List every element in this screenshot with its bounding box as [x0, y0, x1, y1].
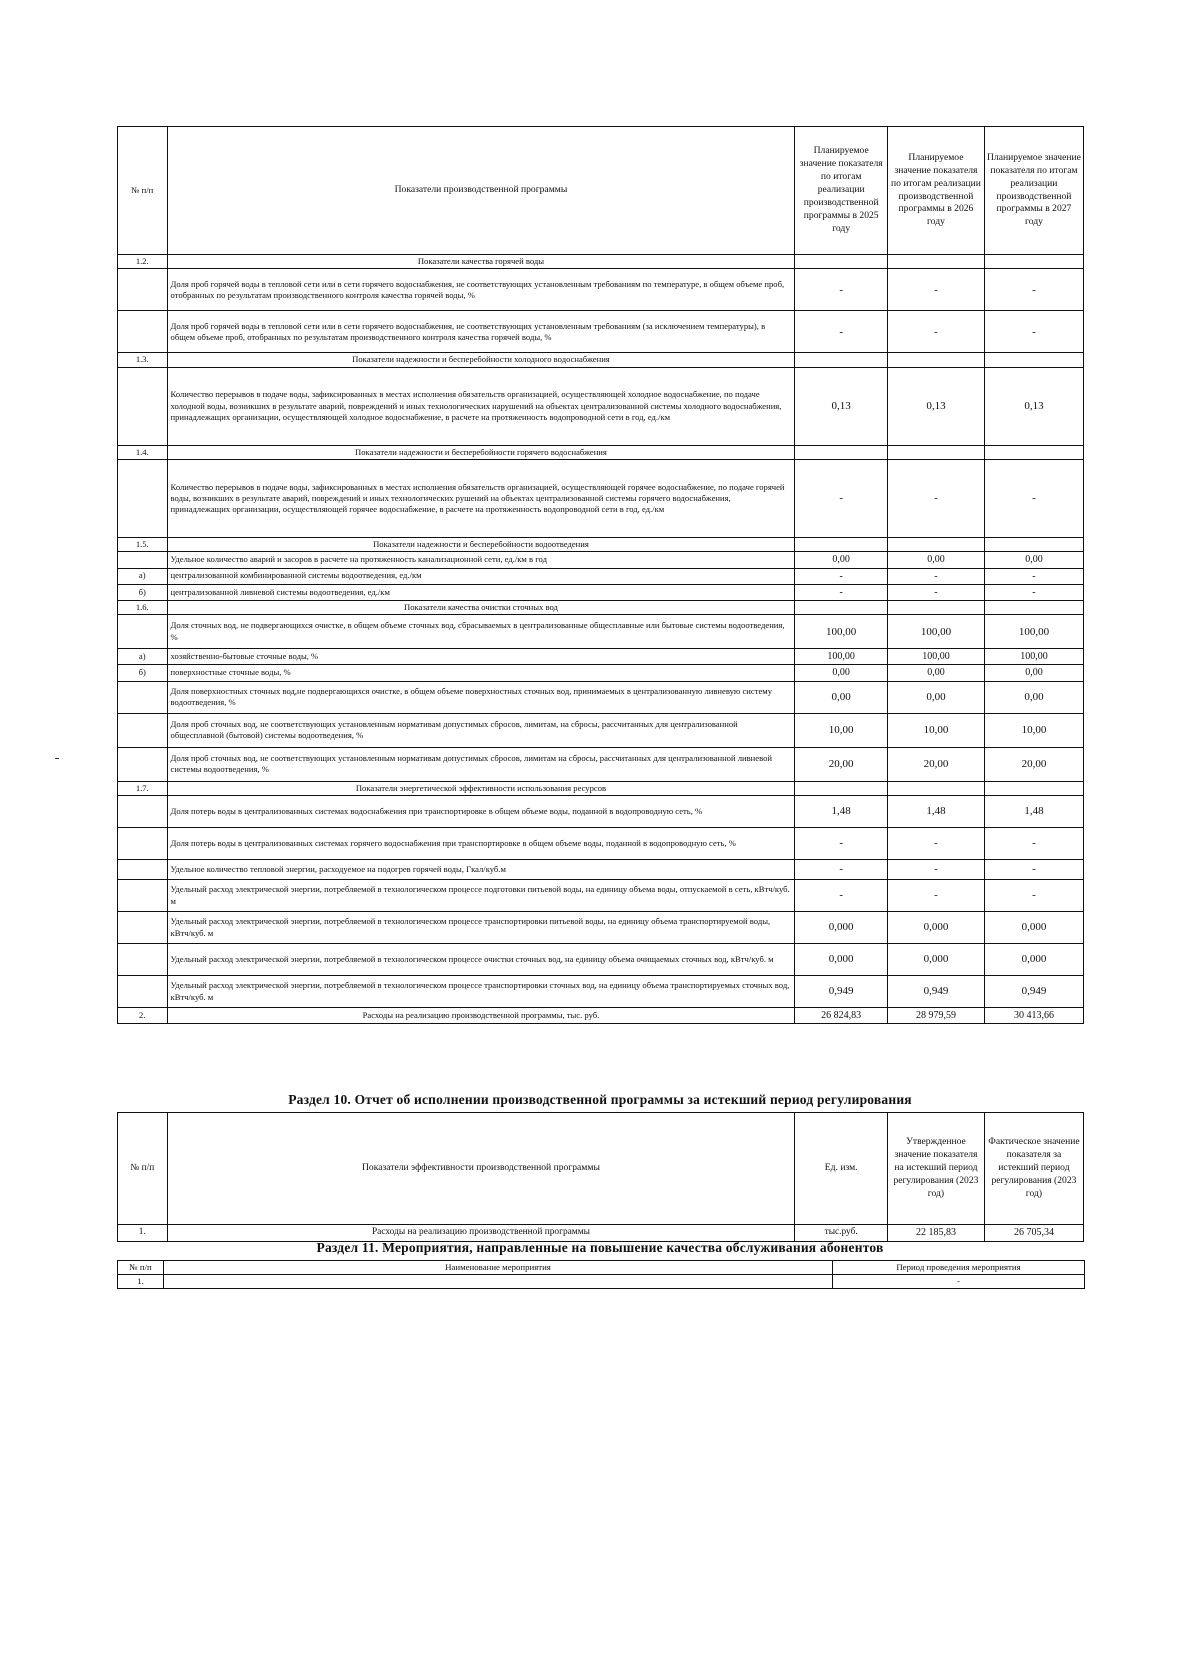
empty-cell	[984, 538, 1083, 552]
value-2027: 100,00	[984, 649, 1083, 665]
row-number	[118, 828, 168, 860]
section-10-title: Раздел 10. Отчет об исполнении производственной программы за истекший период регулирования	[288, 1092, 912, 1107]
table-row	[118, 828, 1084, 860]
row-number	[118, 912, 168, 944]
value-2025: 0,00	[795, 681, 888, 713]
row-number: б)	[118, 584, 168, 600]
value-2025: -	[795, 568, 888, 584]
section-row	[118, 353, 1084, 367]
value-2027: 0,13	[984, 367, 1083, 445]
value-2026: 0,000	[887, 944, 984, 976]
value-2026: -	[887, 568, 984, 584]
measures-header-num: № п/п	[118, 1261, 164, 1275]
empty-cell	[887, 255, 984, 269]
empty-cell	[984, 600, 1083, 614]
measures-row-period: -	[833, 1275, 1085, 1289]
value-2027: 0,00	[984, 665, 1083, 681]
row-number: 2.	[118, 1008, 168, 1024]
section-title: Показатели надежности и бесперебойности горячего водоснабжения	[167, 445, 795, 459]
row-number	[118, 552, 168, 568]
value-2027: 20,00	[984, 747, 1083, 781]
production-program-table-body	[118, 127, 1084, 1024]
section-title: Показатели качества горячей воды	[167, 255, 795, 269]
value-2027: -	[984, 269, 1083, 311]
indicator-text: Расходы на реализацию производственной программы, тыс. руб.	[167, 1008, 795, 1024]
value-2026: -	[887, 311, 984, 353]
row-number: а)	[118, 649, 168, 665]
row-number	[118, 269, 168, 311]
value-2027: 0,00	[984, 552, 1083, 568]
empty-cell	[887, 445, 984, 459]
empty-cell	[795, 600, 888, 614]
production-program-table	[117, 126, 1084, 1024]
table-row	[118, 367, 1084, 445]
value-2026: 0,000	[887, 912, 984, 944]
empty-cell	[795, 353, 888, 367]
measures-row	[118, 1275, 1085, 1289]
indicator-text: Доля поверхностных сточных вод,не подвергающихся очистке, в общем объеме поверхностных сточных вод, принимаемых в централизованную ливневую систему водоотведения, %	[167, 681, 795, 713]
indicator-text: Доля проб сточных вод, не соответствующих установленным нормативам допустимых сбросов, лимитам, на сбросы, рассчитанных для централизованной общесплавной (бытовой) системы водоотведения, %	[167, 713, 795, 747]
row-number	[118, 747, 168, 781]
value-2025: -	[795, 860, 888, 880]
value-2025: -	[795, 460, 888, 538]
row-number	[118, 860, 168, 880]
value-2027: 30 413,66	[984, 1008, 1083, 1024]
value-2025: 100,00	[795, 615, 888, 649]
value-2027: -	[984, 828, 1083, 860]
value-2026: -	[887, 828, 984, 860]
value-2026: -	[887, 269, 984, 311]
value-2026: -	[887, 584, 984, 600]
empty-cell	[795, 255, 888, 269]
table-row	[118, 269, 1084, 311]
table-row	[118, 944, 1084, 976]
table-row	[118, 860, 1084, 880]
value-2027: -	[984, 584, 1083, 600]
value-2027: -	[984, 311, 1083, 353]
report-table	[117, 1112, 1084, 1242]
report-row-approved: 22 185,83	[887, 1225, 984, 1242]
measures-header-row	[118, 1261, 1085, 1275]
indicator-text: Доля проб горячей воды в тепловой сети или в сети горячего водоснабжения, не соответствующих установленным требованиям по температуре, в общем объеме проб, отобранных по результатам производственного контроля качества горячей воды, %	[167, 269, 795, 311]
report-header-indicator: Показатели эффективности производственной программы	[167, 1113, 795, 1225]
value-2026: 28 979,59	[887, 1008, 984, 1024]
row-number: 1.5.	[118, 538, 168, 552]
value-2027: 100,00	[984, 615, 1083, 649]
section-row	[118, 600, 1084, 614]
indicator-text: Доля потерь воды в централизованных системах горячего водоснабжения при транспортировке в общем объеме воды, поданной в водопроводную сеть, %	[167, 828, 795, 860]
row-number: 1.7.	[118, 781, 168, 795]
table-row	[118, 747, 1084, 781]
indicator-text: хозяйственно-бытовые сточные воды, %	[167, 649, 795, 665]
section-title: Показатели энергетической эффективности использования ресурсов	[167, 781, 795, 795]
indicator-text: Количество перерывов в подаче воды, зафиксированных в местах исполнения обязательств организацией, осуществляющей холодное водоснабжение, по подаче холодной воды, возникших в результате аварий, повреждений и иных технологических нарушений на объектах централизованной системы холодного водоснабжения, принадлежащих организации, осуществляющей холодное водоснабжение, в расчете на протяженность водопроводной сети в год, ед./км	[167, 367, 795, 445]
value-2026: 0,949	[887, 976, 984, 1008]
value-2026: 0,00	[887, 552, 984, 568]
indicator-text: Удельный расход электрической энергии, потребляемой в технологическом процессе транспортировки сточных вод, на единицу объема транспортируемых сточных вод, кВтч/куб. м	[167, 976, 795, 1008]
value-2027: -	[984, 860, 1083, 880]
report-header-unit: Ед. изм.	[795, 1113, 888, 1225]
table-row	[118, 1008, 1084, 1024]
table-row	[118, 615, 1084, 649]
row-number	[118, 311, 168, 353]
value-2025: -	[795, 828, 888, 860]
value-2026: -	[887, 460, 984, 538]
empty-cell	[795, 538, 888, 552]
empty-cell	[887, 353, 984, 367]
value-2025: -	[795, 311, 888, 353]
value-2026: -	[887, 860, 984, 880]
indicator-text: Удельный расход электрической энергии, потребляемой в технологическом процессе подготовки питьевой воды, на единицу объема воды, отпускаемой в сеть, кВтч/куб. м	[167, 880, 795, 912]
value-2025: 26 824,83	[795, 1008, 888, 1024]
value-2027: -	[984, 460, 1083, 538]
value-2026: 0,00	[887, 681, 984, 713]
value-2026: -	[887, 880, 984, 912]
report-header-row	[118, 1113, 1084, 1225]
section-row	[118, 781, 1084, 795]
value-2025: -	[795, 584, 888, 600]
value-2027: 0,00	[984, 681, 1083, 713]
value-2026: 100,00	[887, 649, 984, 665]
row-number: 1.2.	[118, 255, 168, 269]
section-11-title: Раздел 11. Мероприятия, направленные на повышение качества обслуживания абонентов	[316, 1240, 884, 1255]
indicator-text: Удельный расход электрической энергии, потребляемой в технологическом процессе очистки сточных вод, на единицу объема очищаемых сточных вод, кВтч/куб. м	[167, 944, 795, 976]
empty-cell	[984, 445, 1083, 459]
table-row	[118, 552, 1084, 568]
report-row-actual: 26 705,34	[984, 1225, 1083, 1242]
header-2027: Планируемое значение показателя по итогам реализации производственной программы в 2027 году	[984, 127, 1083, 255]
header-2025: Планируемое значение показателя по итогам реализации производственной программы в 2025 году	[795, 127, 888, 255]
table-row	[118, 976, 1084, 1008]
report-row-unit: тыс.руб.	[795, 1225, 888, 1242]
indicator-text: Количество перерывов в подаче воды, зафиксированных в местах исполнения обязательств организацией, осуществляющей горячее водоснабжение, по подаче горячей воды, возникших в результате аварий, повреждений и иных технологических рушений на объектах централизованной системы горячего водоснабжения, принадлежащих организации, осуществляющей горячее водоснабжение, в расчете на протяженность водопроводной сети в год, ед./км	[167, 460, 795, 538]
empty-cell	[984, 781, 1083, 795]
table-row	[118, 568, 1084, 584]
indicator-text: Доля проб сточных вод, не соответствующих установленным нормативам допустимых сбросов, лимитам на сбросы, рассчитанных для централизованной ливневой системы водоотведения, %	[167, 747, 795, 781]
header-num: № п/п	[118, 127, 168, 255]
indicator-text: Удельное количество тепловой энергии, расходуемое на подогрев горячей воды, Гкал/куб.м	[167, 860, 795, 880]
report-header-approved: Утвержденное значение показателя на истекший период регулирования (2023 год)	[887, 1113, 984, 1225]
indicator-text: поверхностные сточные воды, %	[167, 665, 795, 681]
section-title: Показатели качества очистки сточных вод	[167, 600, 795, 614]
value-2025: 0,13	[795, 367, 888, 445]
value-2025: 0,00	[795, 552, 888, 568]
report-row-num: 1.	[118, 1225, 168, 1242]
value-2025: 0,000	[795, 912, 888, 944]
measures-row-name	[164, 1275, 833, 1289]
table-row	[118, 713, 1084, 747]
measures-header-name: Наименование мероприятия	[164, 1261, 833, 1275]
empty-cell	[887, 600, 984, 614]
indicator-text: Доля проб горячей воды в тепловой сети или в сети горячего водоснабжения, не соответствующих установленным требованиям (за исключением температуры), в общем объеме проб, отобранных по результатам производственного контроля качества горячей воды, %	[167, 311, 795, 353]
section-row	[118, 255, 1084, 269]
row-number	[118, 976, 168, 1008]
section-row	[118, 538, 1084, 552]
row-number: б)	[118, 665, 168, 681]
value-2026: 0,00	[887, 665, 984, 681]
section-title: Показатели надежности и бесперебойности холодного водоснабжения	[167, 353, 795, 367]
row-number	[118, 681, 168, 713]
empty-cell	[795, 445, 888, 459]
value-2026: 100,00	[887, 615, 984, 649]
empty-cell	[795, 781, 888, 795]
value-2025: 100,00	[795, 649, 888, 665]
measures-row-num: 1.	[118, 1275, 164, 1289]
indicator-text: Удельное количество аварий и засоров в расчете на протяженность канализационной сети, ед./км в год	[167, 552, 795, 568]
header-2026: Планируемое значение показателя по итогам реализации производственной программы в 2026 году	[887, 127, 984, 255]
value-2025: 10,00	[795, 713, 888, 747]
row-number	[118, 944, 168, 976]
indicator-text: Доля сточных вод, не подвергающихся очистке, в общем объеме сточных вод, сбрасываемых в централизованные общесплавные или бытовые системы водоотведения, %	[167, 615, 795, 649]
indicator-text: централизованной комбинированной системы водоотведения, ед./км	[167, 568, 795, 584]
section-row	[118, 445, 1084, 459]
empty-cell	[984, 353, 1083, 367]
measures-table	[117, 1260, 1085, 1289]
value-2025: 0,949	[795, 976, 888, 1008]
value-2026: 0,13	[887, 367, 984, 445]
value-2025: -	[795, 269, 888, 311]
value-2025: 0,00	[795, 665, 888, 681]
report-row-text: Расходы на реализацию производственной программы	[167, 1225, 795, 1242]
report-header-actual: Фактическое значение показателя за истекший период регулирования (2023 год)	[984, 1113, 1083, 1225]
row-number	[118, 796, 168, 828]
value-2026: 1,48	[887, 796, 984, 828]
value-2025: 20,00	[795, 747, 888, 781]
row-number	[118, 615, 168, 649]
value-2025: -	[795, 880, 888, 912]
scan-mark	[55, 758, 59, 759]
value-2025: 1,48	[795, 796, 888, 828]
empty-cell	[887, 781, 984, 795]
value-2027: 10,00	[984, 713, 1083, 747]
value-2027: -	[984, 568, 1083, 584]
table-row	[118, 880, 1084, 912]
row-number: 1.3.	[118, 353, 168, 367]
row-number	[118, 880, 168, 912]
value-2027: 0,000	[984, 944, 1083, 976]
section-title: Показатели надежности и бесперебойности водоотведения	[167, 538, 795, 552]
table-row	[118, 912, 1084, 944]
table-row	[118, 311, 1084, 353]
indicator-text: Удельный расход электрической энергии, потребляемой в технологическом процессе транспортировки питьевой воды, на единицу объема транспортируемой воды, кВтч/куб. м	[167, 912, 795, 944]
row-number	[118, 460, 168, 538]
value-2026: 10,00	[887, 713, 984, 747]
row-number	[118, 713, 168, 747]
indicator-text: централизованной ливневой системы водоотведения, ед./км	[167, 584, 795, 600]
table-row	[118, 649, 1084, 665]
row-number: 1.4.	[118, 445, 168, 459]
empty-cell	[887, 538, 984, 552]
empty-cell	[984, 255, 1083, 269]
row-number	[118, 367, 168, 445]
value-2027: -	[984, 880, 1083, 912]
report-header-num: № п/п	[118, 1113, 168, 1225]
table-header-row	[118, 127, 1084, 255]
value-2027: 0,949	[984, 976, 1083, 1008]
value-2027: 0,000	[984, 912, 1083, 944]
value-2026: 20,00	[887, 747, 984, 781]
table-row	[118, 681, 1084, 713]
row-number: 1.6.	[118, 600, 168, 614]
indicator-text: Доля потерь воды в централизованных системах водоснабжения при транспортировке в общем объеме воды, поданной в водопроводную сеть, %	[167, 796, 795, 828]
table-row	[118, 665, 1084, 681]
row-number: а)	[118, 568, 168, 584]
table-row	[118, 796, 1084, 828]
table-row	[118, 584, 1084, 600]
value-2025: 0,000	[795, 944, 888, 976]
value-2027: 1,48	[984, 796, 1083, 828]
table-row	[118, 460, 1084, 538]
header-indicator: Показатели производственной программы	[167, 127, 795, 255]
measures-header-period: Период проведения мероприятия	[833, 1261, 1085, 1275]
report-row	[118, 1225, 1084, 1242]
